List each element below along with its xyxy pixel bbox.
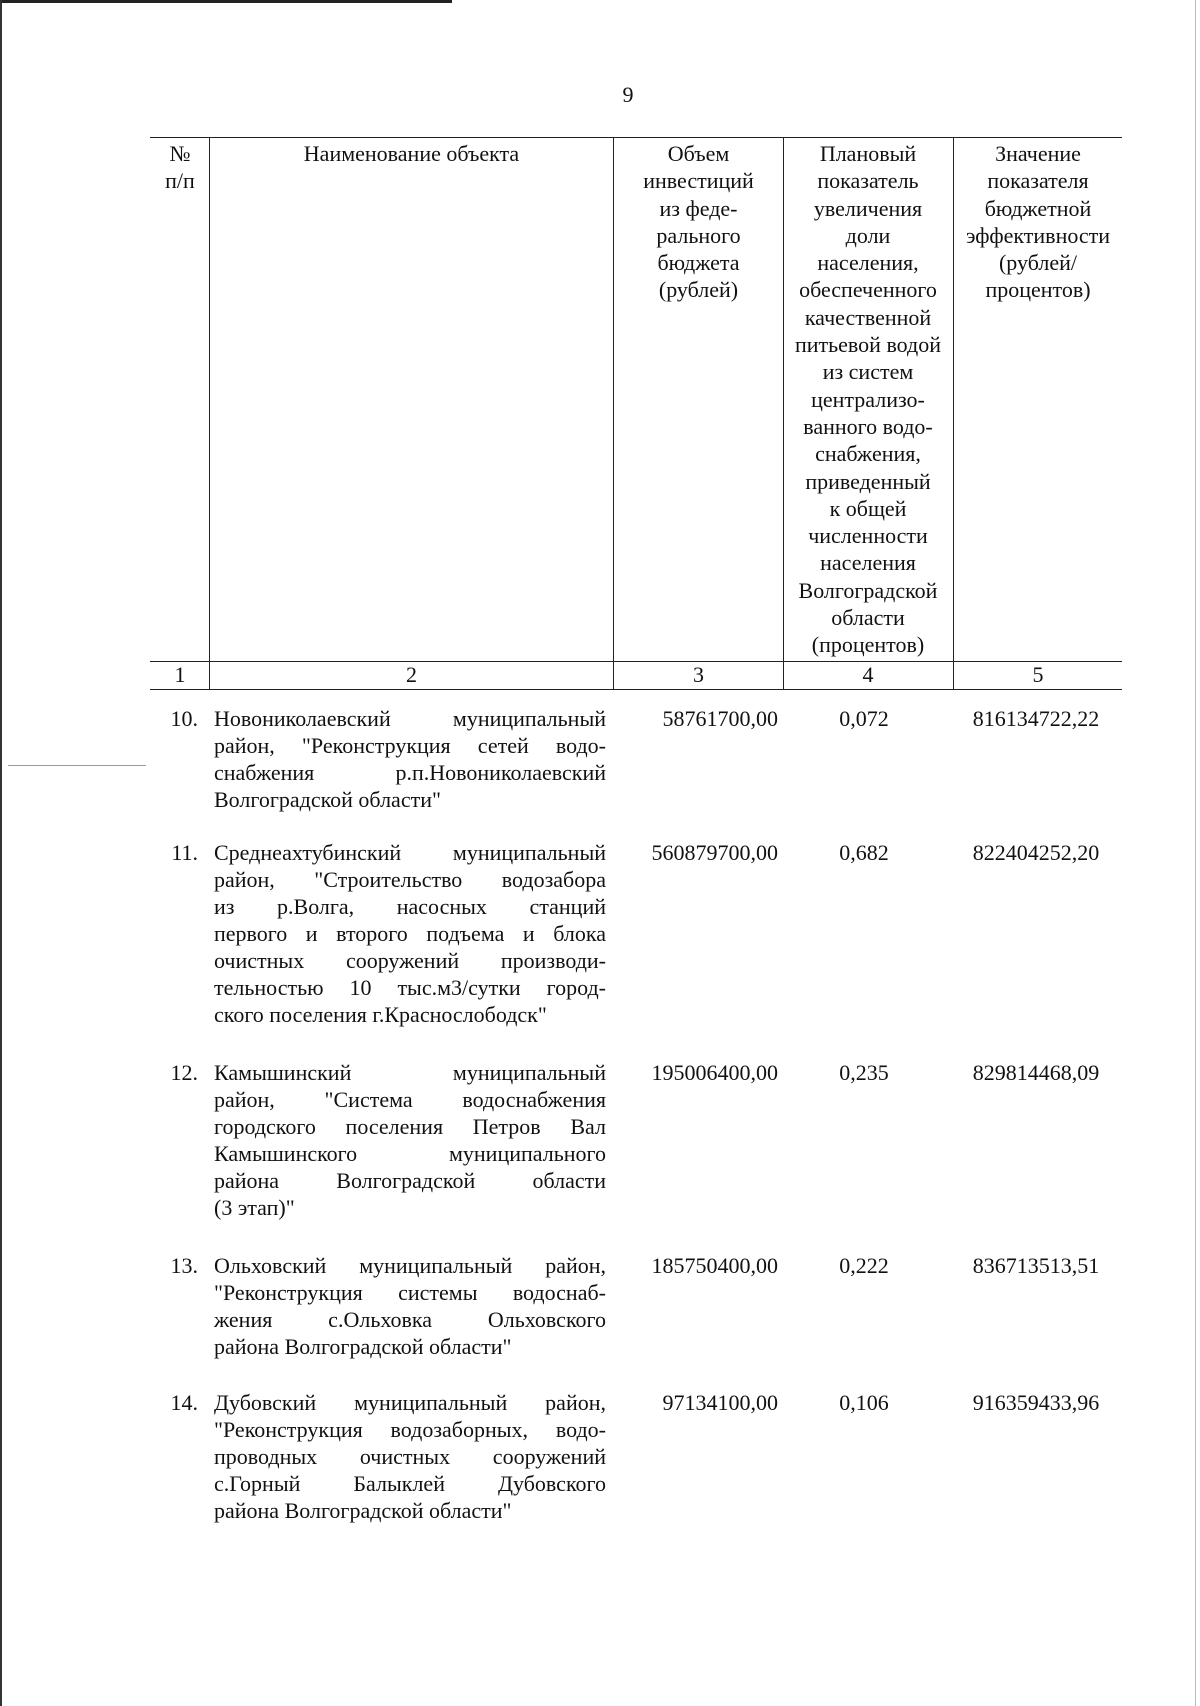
- object-name-line: городского поселения Петров Вал: [214, 1114, 606, 1139]
- header-line: качественной: [804, 304, 932, 330]
- efficiency-value: 836713513,51: [972, 1253, 1100, 1278]
- page-number: 9: [622, 82, 634, 107]
- column-number: 1: [174, 662, 186, 687]
- header-object-name: [211, 140, 612, 167]
- object-name-line: очистных сооружений производи-: [214, 948, 606, 973]
- planned-share-value: 0,235: [839, 1060, 889, 1085]
- row-number: 12.: [170, 1060, 198, 1085]
- investment-value: 195006400,00: [651, 1060, 778, 1085]
- header-line: инвестиций: [643, 168, 754, 194]
- header-line: населения,: [817, 250, 919, 276]
- table-header-top-rule: [150, 137, 1122, 138]
- object-name: [214, 705, 606, 813]
- header-line: показателя: [987, 168, 1089, 194]
- planned-share-value: 0,072: [839, 706, 889, 731]
- investment-value: 58761700,00: [662, 706, 778, 731]
- header-line: бюджетной: [984, 195, 1092, 221]
- investment-value: 185750400,00: [651, 1253, 778, 1278]
- header-line: №: [169, 141, 191, 166]
- efficiency-value: 916359433,96: [972, 1390, 1100, 1415]
- header-line: (рублей): [658, 277, 739, 303]
- header-line: п/п: [165, 168, 195, 194]
- planned-share-value: 0,682: [839, 840, 889, 865]
- header-line: области: [831, 605, 905, 631]
- scan-border-left: [0, 0, 2, 1706]
- header-line: Значение: [995, 141, 1081, 166]
- object-name-line: "Реконструкция водозаборных, водо-: [214, 1417, 606, 1442]
- header-line: снабжения,: [815, 441, 921, 467]
- object-name: [214, 1059, 606, 1221]
- object-name-line: Камышинского муниципального: [214, 1141, 606, 1166]
- column-divider: [613, 137, 614, 689]
- object-name-line: из р.Волга, насосных станций: [214, 894, 606, 919]
- column-numbers-rule: [150, 689, 1122, 690]
- object-name-line: жения с.Ольховка Ольховского: [214, 1307, 606, 1332]
- object-name-line: (3 этап)": [214, 1195, 295, 1220]
- object-name-line: район, "Реконструкция сетей водо-: [214, 733, 606, 758]
- investment-value: 560879700,00: [651, 840, 778, 865]
- object-name-line: Среднеахтубинский муниципальный: [214, 840, 606, 865]
- column-number: 4: [862, 662, 874, 687]
- header-line: ванного водо-: [803, 413, 933, 439]
- object-name: [214, 839, 606, 1028]
- header-line: (рублей/: [998, 250, 1078, 276]
- header-line: доли: [845, 222, 891, 248]
- header-number: [152, 140, 208, 195]
- header-line: из феде-: [659, 195, 738, 221]
- object-name-line: Дубовский муниципальный район,: [214, 1390, 606, 1415]
- efficiency-value: 822404252,20: [972, 840, 1100, 865]
- header-line: населения: [820, 550, 916, 576]
- header-line: обеспеченного: [799, 277, 937, 303]
- row-number: 14.: [170, 1390, 198, 1415]
- object-name-line: "Реконструкция системы водоснаб-: [214, 1280, 606, 1305]
- object-name-line: района Волгоградской области": [214, 1498, 512, 1523]
- object-name-line: района Волгоградской области: [214, 1168, 606, 1193]
- object-name-line: район, "Система водоснабжения: [214, 1087, 606, 1112]
- margin-mark: [8, 765, 146, 766]
- header-investment: [615, 140, 782, 304]
- header-line: численности: [808, 523, 928, 549]
- object-name-line: района Волгоградской области": [214, 1334, 512, 1359]
- header-line: эффективности: [965, 222, 1111, 248]
- object-name: [214, 1252, 606, 1360]
- header-line: Наименование объекта: [303, 141, 520, 166]
- object-name-line: первого и второго подъема и блока: [214, 921, 606, 946]
- column-number: 5: [1032, 662, 1044, 687]
- object-name-line: Камышинский муниципальный: [214, 1060, 606, 1085]
- object-name-line: Волгоградской области": [214, 787, 441, 812]
- column-number: 3: [693, 662, 704, 687]
- object-name-line: с.Горный Балыклей Дубовского: [214, 1471, 606, 1496]
- header-line: Волгоградской: [798, 577, 938, 603]
- scan-border-right: [1195, 0, 1196, 1706]
- object-name-line: ского поселения г.Краснослободск": [214, 1002, 547, 1027]
- efficiency-value: 816134722,22: [972, 706, 1100, 731]
- header-line: (процентов): [811, 632, 925, 658]
- header-line: приведенный: [805, 468, 931, 494]
- efficiency-value: 829814468,09: [972, 1060, 1100, 1085]
- row-number: 10.: [170, 706, 198, 731]
- header-line: из систем: [822, 359, 914, 385]
- header-line: централизо-: [811, 386, 925, 412]
- header-line: бюджета: [657, 250, 740, 276]
- header-line: питьевой водой: [794, 332, 942, 358]
- object-name-line: район, "Строительство водозабора: [214, 867, 606, 892]
- row-number: 11.: [171, 840, 198, 865]
- planned-share-value: 0,222: [839, 1253, 889, 1278]
- header-line: Объем: [667, 141, 730, 166]
- header-planned-indicator: [784, 140, 952, 659]
- column-divider: [209, 137, 210, 689]
- table-header-rule: [150, 661, 1122, 662]
- column-divider: [953, 137, 954, 689]
- object-name-line: Новониколаевский муниципальный: [214, 706, 606, 731]
- header-line: Плановый: [819, 141, 917, 166]
- investment-value: 97134100,00: [662, 1390, 778, 1415]
- header-line: к общей: [829, 495, 907, 521]
- object-name-line: тельностью 10 тыс.м3/сутки город-: [214, 975, 606, 1000]
- column-number: 2: [406, 662, 417, 687]
- header-efficiency: [955, 140, 1121, 304]
- row-number: 13.: [170, 1253, 198, 1278]
- header-line: увеличения: [813, 195, 923, 221]
- header-line: показатель: [817, 168, 919, 194]
- planned-share-value: 0,106: [839, 1390, 889, 1415]
- object-name-line: снабжения р.п.Новониколаевский: [214, 760, 606, 785]
- header-line: процентов): [985, 277, 1091, 303]
- object-name-line: проводных очистных сооружений: [214, 1444, 606, 1469]
- object-name: [214, 1389, 606, 1524]
- scan-border-top: [0, 0, 452, 3]
- header-line: рального: [656, 222, 741, 248]
- object-name-line: Ольховский муниципальный район,: [214, 1253, 606, 1278]
